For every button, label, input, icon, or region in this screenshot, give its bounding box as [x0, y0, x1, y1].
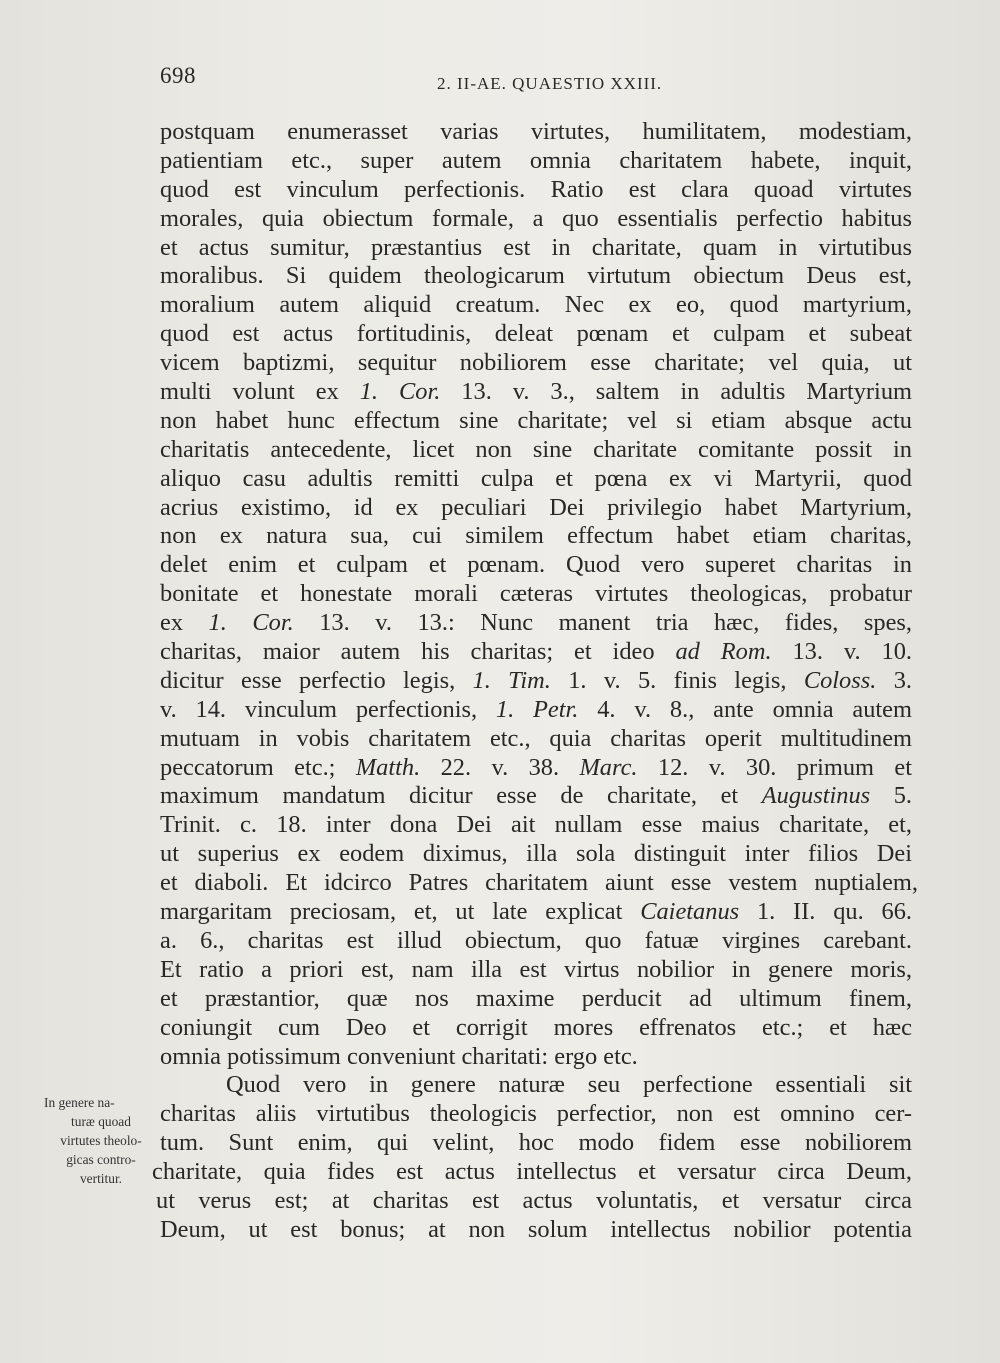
text-run: peccatorum etc.; [160, 753, 356, 781]
text-line: charitatis antecedente, licet non sine charitate comitante possit in [160, 435, 912, 463]
text-line: ut superius ex eodem diximus, illa sola distinguit inter filios Dei [160, 840, 912, 868]
text-run: 1. v. 5. finis legis, [550, 666, 804, 694]
text-line: a. 6., charitas est illud obiectum, quo fatuæ virgines carebant. [160, 926, 912, 954]
citation: 1. Cor. [208, 609, 294, 637]
text-line: charitas aliis virtutibus theologicis perfectior, non est omnino cer- [160, 1100, 912, 1128]
margin-note-line: virtutes theolo- [60, 1133, 142, 1148]
text-line: et præstantior, quæ nos maxime perducit ad ultimum finem, [160, 984, 912, 1012]
text-line: aliquo casu adultis remitti culpa et pœna ex vi Martyrii, quod [160, 464, 912, 492]
text-line: non ex natura sua, cui similem effectum habet etiam charitas, [160, 522, 912, 550]
margin-note-line: In genere na- [44, 1095, 115, 1110]
text-line: bonitate et honestate morali cæteras virtutes theologicas, probatur [160, 580, 912, 608]
text-line: quod est actus fortitudinis, deleat pœnam et culpam et subeat [160, 320, 912, 348]
text-line: acrius existimo, id ex peculiari Dei privilegio habet Martyrium, [160, 493, 912, 521]
citation: Marc. [579, 753, 638, 781]
text-run: v. 14. vinculum perfectionis, [160, 695, 496, 723]
text-line: non habet hunc effectum sine charitate; vel si etiam absque actu [160, 406, 912, 434]
text-line: et diaboli. Et idcirco Patres charitatem aiunt esse vestem nuptialem, [160, 869, 918, 897]
text-line: coniungit cum Deo et corrigit mores effrenatos etc.; et hæc [160, 1013, 912, 1041]
text-line [160, 696, 912, 725]
text-line: charitate, quia fides est actus intellectus et versatur circa Deum, [152, 1158, 912, 1186]
text-line [160, 898, 912, 927]
text-run: 13. v. 3., saltem in adultis Martyrium [440, 378, 912, 406]
text-run: 12. v. 30. primum et [637, 753, 913, 781]
text-run: charitas, maior autem his charitas; et ideo [160, 638, 676, 666]
text-line: moralium autem aliquid creatum. Nec ex eo, quod martyrium, [160, 291, 912, 319]
page-number: 698 [160, 63, 196, 88]
text-line [160, 782, 912, 811]
body-text [152, 118, 918, 1245]
text-line: delet enim et culpam et pœnam. Quod vero superet charitas in [160, 551, 912, 579]
text-line: ut verus est; at charitas est actus voluntatis, et versatur circa [156, 1186, 912, 1214]
text-run: 5. [870, 782, 913, 810]
author-name: Caietanus [640, 898, 740, 926]
text-line: postquam enumerasset varias virtutes, humilitatem, modestiam, [160, 118, 912, 145]
text-run: ex [160, 609, 209, 637]
text-line: et actus sumitur, præstantius est in charitate, quam in virtutibus [160, 233, 912, 261]
citation: ad Rom. [675, 638, 772, 666]
citation: Matth. [355, 753, 421, 781]
text-run: 13. v. 13.: Nunc manent tria hæc, fides, spes, [293, 609, 912, 637]
text-line: Deum, ut est bonus; at non solum intellectus nobilior potentia [160, 1215, 912, 1243]
text-run: 22. v. 38. [420, 753, 580, 781]
text-line: vicem baptizmi, sequitur nobiliorem esse charitate; vel quia, ut [160, 349, 912, 377]
text-line: patientiam etc., super autem omnia charitatem habete, inquit, [160, 146, 912, 174]
text-run: 3. [876, 666, 912, 694]
margin-note-line: turæ quoad [71, 1114, 131, 1129]
text-line [160, 754, 912, 783]
text-line: moralibus. Si quidem theologicarum virtutum obiectum Deus est, [160, 262, 912, 290]
text-line: omnia potissimum conveniunt charitati: ergo etc. [160, 1042, 638, 1070]
text-line [160, 378, 912, 407]
text-line: Quod vero in genere naturæ seu perfectione essentiali sit [226, 1071, 912, 1099]
margin-note-line: vertitur. [79, 1171, 123, 1186]
text-line [160, 609, 912, 638]
text-run: dicitur esse perfectio legis, [160, 666, 473, 694]
text-line: mutuam in vobis charitatem etc., quia charitas operit multitudinem [160, 724, 912, 752]
text-line [160, 667, 912, 696]
text-run: multi volunt ex [160, 378, 360, 406]
citation: 1. Cor. [359, 378, 441, 406]
margin-note [44, 1093, 158, 1188]
text-run: margaritam preciosam, et, ut late explicat [160, 898, 641, 926]
running-title: 2. II-AE. QUAESTIO XXIII. [437, 74, 663, 93]
text-line: quod est vinculum perfectionis. Ratio est clara quoad virtutes [160, 175, 912, 203]
margin-note-line: gicas contro- [66, 1152, 136, 1167]
text-line [160, 638, 912, 667]
citation: 1. Tim. [472, 666, 551, 694]
text-run: 13. v. 10. [771, 638, 912, 666]
text-run: 1. II. qu. 66. [739, 898, 912, 926]
author-name: Augustinus [761, 782, 871, 810]
text-line: Trinit. c. 18. inter dona Dei ait nullam esse maius charitate, et, [160, 811, 912, 839]
text-run: maximum mandatum dicitur esse de charitate, et [160, 782, 762, 810]
text-run: 4. v. 8., ante omnia autem [578, 695, 912, 723]
citation: 1. Petr. [495, 695, 579, 723]
citation: Coloss. [803, 666, 877, 694]
text-line: tum. Sunt enim, qui velint, hoc modo fidem esse nobiliorem [160, 1129, 912, 1157]
text-line: morales, quia obiectum formale, a quo essentialis perfectio habitus [160, 204, 912, 232]
text-line: Et ratio a priori est, nam illa est virtus nobilior in genere moris, [160, 955, 912, 983]
